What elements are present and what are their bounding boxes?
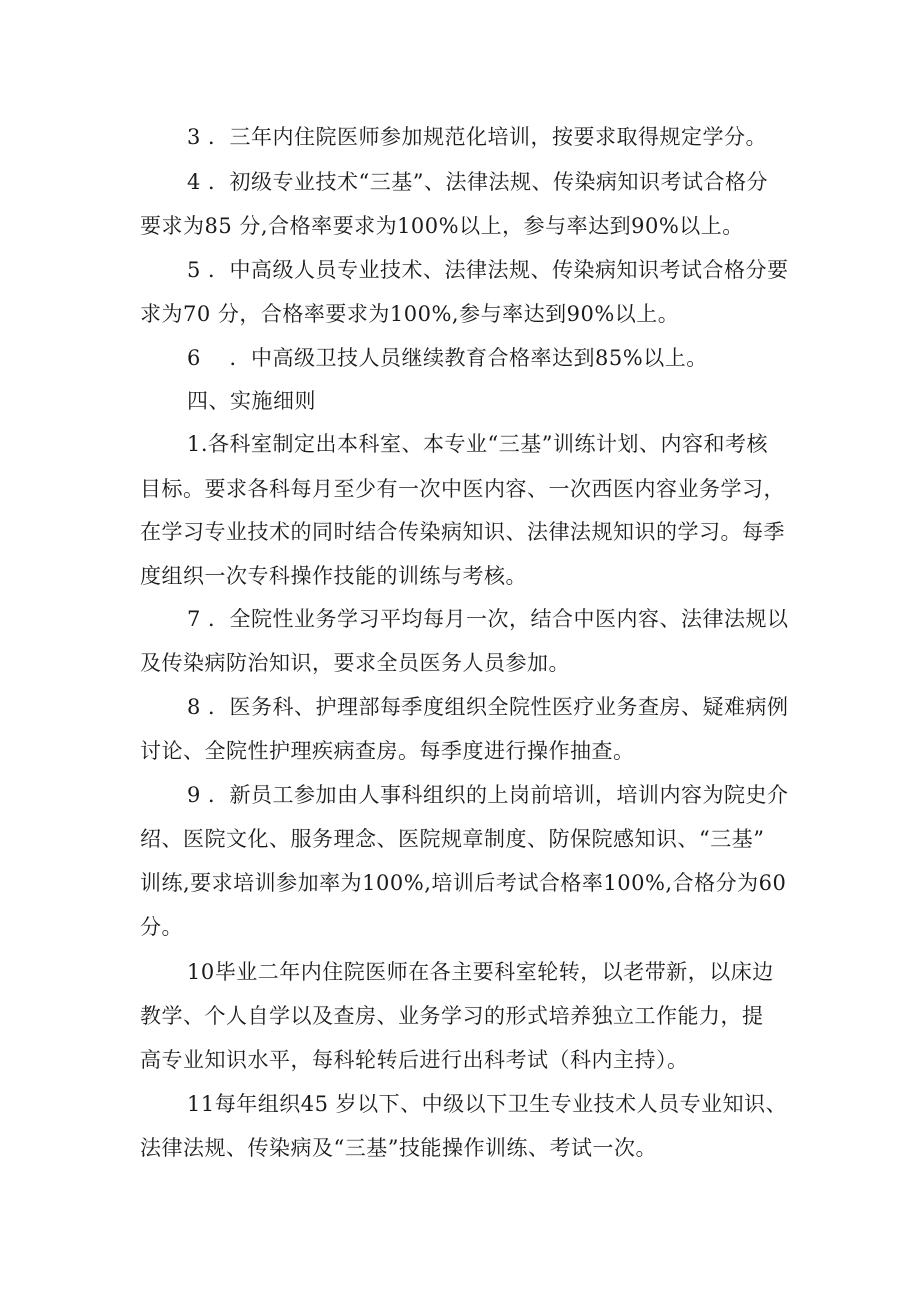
line-item-9-new-staff-cont-1: 绍、医院文化、服务理念、医院规章制度、防保院感知识、“三基” <box>140 827 765 851</box>
line-item-4-junior-exam-cont: 要求为85 分,合格率要求为100%以上，参与率达到90%以上。 <box>140 214 744 238</box>
line-item-7-hospital-study: 7 ．全院性业务学习平均每月一次，结合中医内容、法律法规以 <box>187 607 789 631</box>
line-item-9-new-staff-cont-2: 训练,要求培训参加率为100%,培训后考试合格率100%,合格分为60 <box>140 871 787 895</box>
line-item-10-resident-rotation: 10毕业二年内住院医师在各主要科室轮转，以老带新，以床边 <box>187 960 774 984</box>
line-item-1-department-plan-cont-3: 度组织一次专科操作技能的训练与考核。 <box>140 564 527 588</box>
line-item-8-ward-rounds: 8 ．医务科、护理部每季度组织全院性医疗业务查房、疑难病例 <box>187 695 789 719</box>
line-item-7-hospital-study-cont: 及传染病防治知识，要求全员医务人员参加。 <box>140 651 570 675</box>
line-item-5-senior-exam: 5 ．中高级人员专业技术、法律法规、传染病知识考试合格分要 <box>187 258 789 282</box>
section-heading-implementation: 四、实施细则 <box>187 389 316 413</box>
line-item-5-senior-exam-cont: 求为70 分，合格率要求为100%,参与率达到90%以上。 <box>140 302 680 326</box>
line-item-3-credits: 3 ．三年内住院医师参加规范化培训，按要求取得规定学分。 <box>187 125 768 149</box>
line-item-10-resident-rotation-cont-1: 教学、个人自学以及查房、业务学习的形式培养独立工作能力，提 <box>140 1004 764 1028</box>
line-item-1-department-plan: 1.各科室制定出本科室、本专业“三基”训练计划、内容和考核 <box>187 432 769 456</box>
line-item-9-new-staff-cont-3: 分。 <box>140 915 183 939</box>
line-item-8-ward-rounds-cont: 讨论、全院性护理疾病查房。每季度进行操作抽查。 <box>140 739 635 763</box>
line-item-10-resident-rotation-cont-2: 高专业知识水平，每科轮转后进行出科考试（科内主持）。 <box>140 1048 689 1072</box>
line-item-9-new-staff: 9 ．新员工参加由人事科组织的上岗前培训，培训内容为院史介 <box>187 783 789 807</box>
line-item-6-continuing-education: 6 ．中高级卫技人员继续教育合格率达到85%以上。 <box>187 346 708 370</box>
line-item-11-annual-training-cont: 法律法规、传染病及“三基”技能操作训练、考试一次。 <box>140 1136 657 1160</box>
line-item-1-department-plan-cont-2: 在学习专业技术的同时结合传染病知识、法律法规知识的学习。每季 <box>140 520 785 544</box>
line-item-1-department-plan-cont-1: 目标。要求各科每月至少有一次中医内容、一次西医内容业务学习， <box>140 477 785 501</box>
line-item-4-junior-exam: 4 ．初级专业技术“三基”、法律法规、传染病知识考试合格分 <box>187 170 769 194</box>
line-item-11-annual-training: 11每年组织45 岁以下、中级以下卫生专业技术人员专业知识、 <box>187 1092 788 1116</box>
